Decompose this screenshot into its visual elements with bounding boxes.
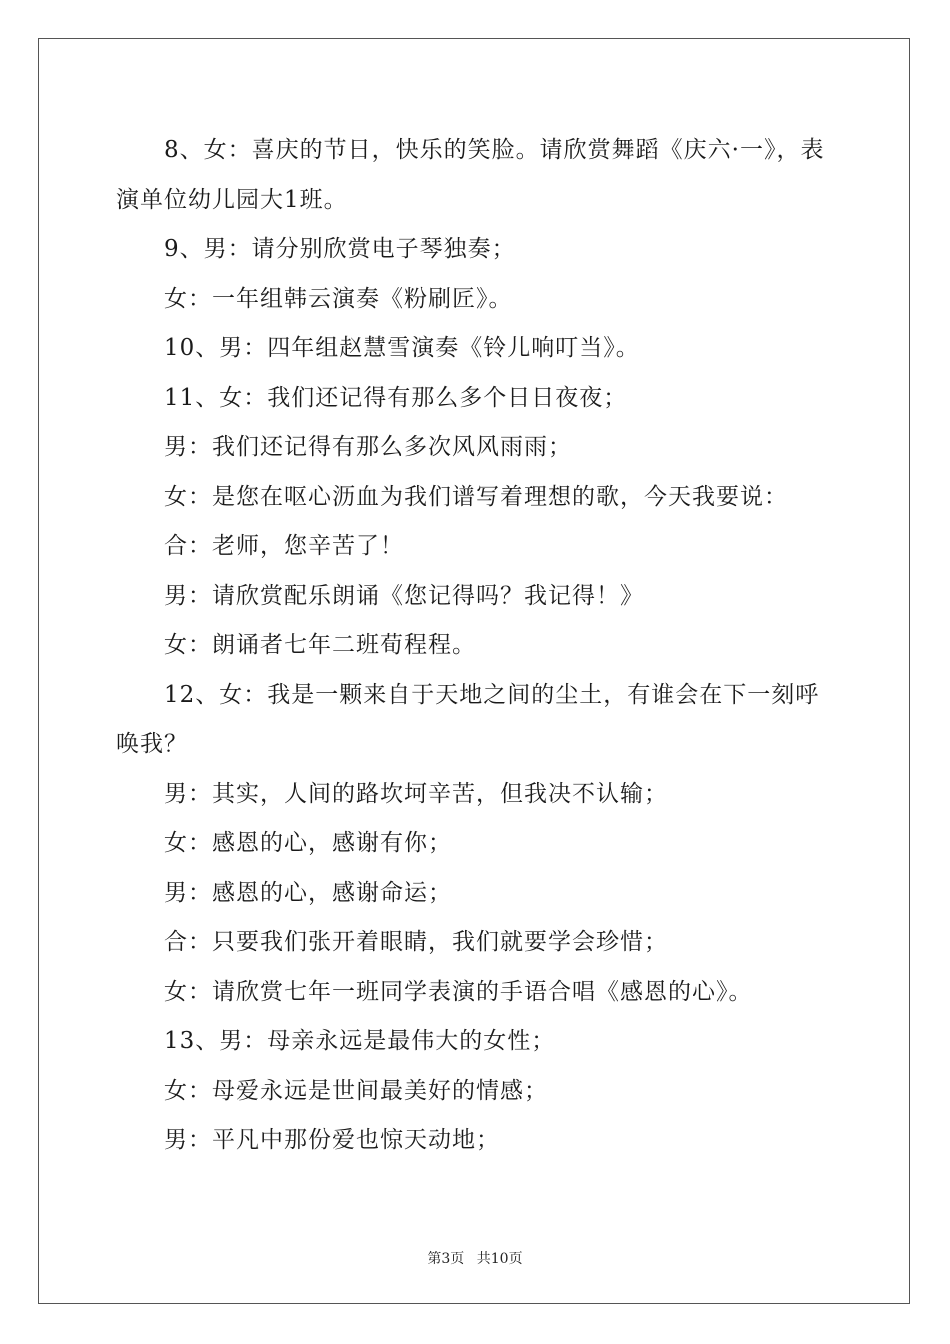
paragraph: 8、女：喜庆的节日，快乐的笑脸。请欣赏舞蹈《庆六·一》，表演单位幼儿园大1班。 <box>116 137 825 213</box>
paragraph: 男：感恩的心，感谢命运； <box>164 879 452 906</box>
paragraph: 女：一年组韩云演奏《粉刷匠》。 <box>164 285 513 312</box>
page-number: 第3页 <box>427 1251 465 1267</box>
paragraph: 女：请欣赏七年一班同学表演的手语合唱《感恩的心》。 <box>164 978 753 1005</box>
paragraph: 女：母爱永远是世间最美好的情感； <box>164 1077 548 1104</box>
document-body <box>116 126 840 1166</box>
paragraph: 13、男：母亲永远是最伟大的女性； <box>164 1028 556 1054</box>
paragraph: 合：只要我们张开着眼睛，我们就要学会珍惜； <box>164 929 668 955</box>
paragraph: 女：感恩的心，感谢有你； <box>164 830 452 856</box>
page-footer <box>0 1248 950 1268</box>
paragraph: 男：平凡中那份爱也惊天动地； <box>164 1127 500 1153</box>
paragraph: 9、男：请分别欣赏电子琴独奏； <box>164 236 516 262</box>
paragraph: 女：朗诵者七年二班荀程程。 <box>164 632 476 658</box>
page-total: 共10页 <box>476 1251 523 1267</box>
paragraph: 女：是您在呕心沥血为我们谱写着理想的歌，今天我要说： <box>164 483 788 510</box>
paragraph: 合：老师，您辛苦了！ <box>164 533 404 559</box>
paragraph: 10、男：四年组赵慧雪演奏《铃儿响叮当》。 <box>164 335 640 361</box>
paragraph: 12、女：我是一颗来自于天地之间的尘土，有谁会在下一刻呼唤我？ <box>116 681 820 757</box>
paragraph: 男：我们还记得有那么多次风风雨雨； <box>164 434 572 460</box>
paragraph: 11、女：我们还记得有那么多个日日夜夜； <box>164 384 628 411</box>
paragraph: 男：其实，人间的路坎坷辛苦，但我决不认输； <box>164 780 668 807</box>
paragraph: 男：请欣赏配乐朗诵《您记得吗？我记得！》 <box>164 582 644 609</box>
